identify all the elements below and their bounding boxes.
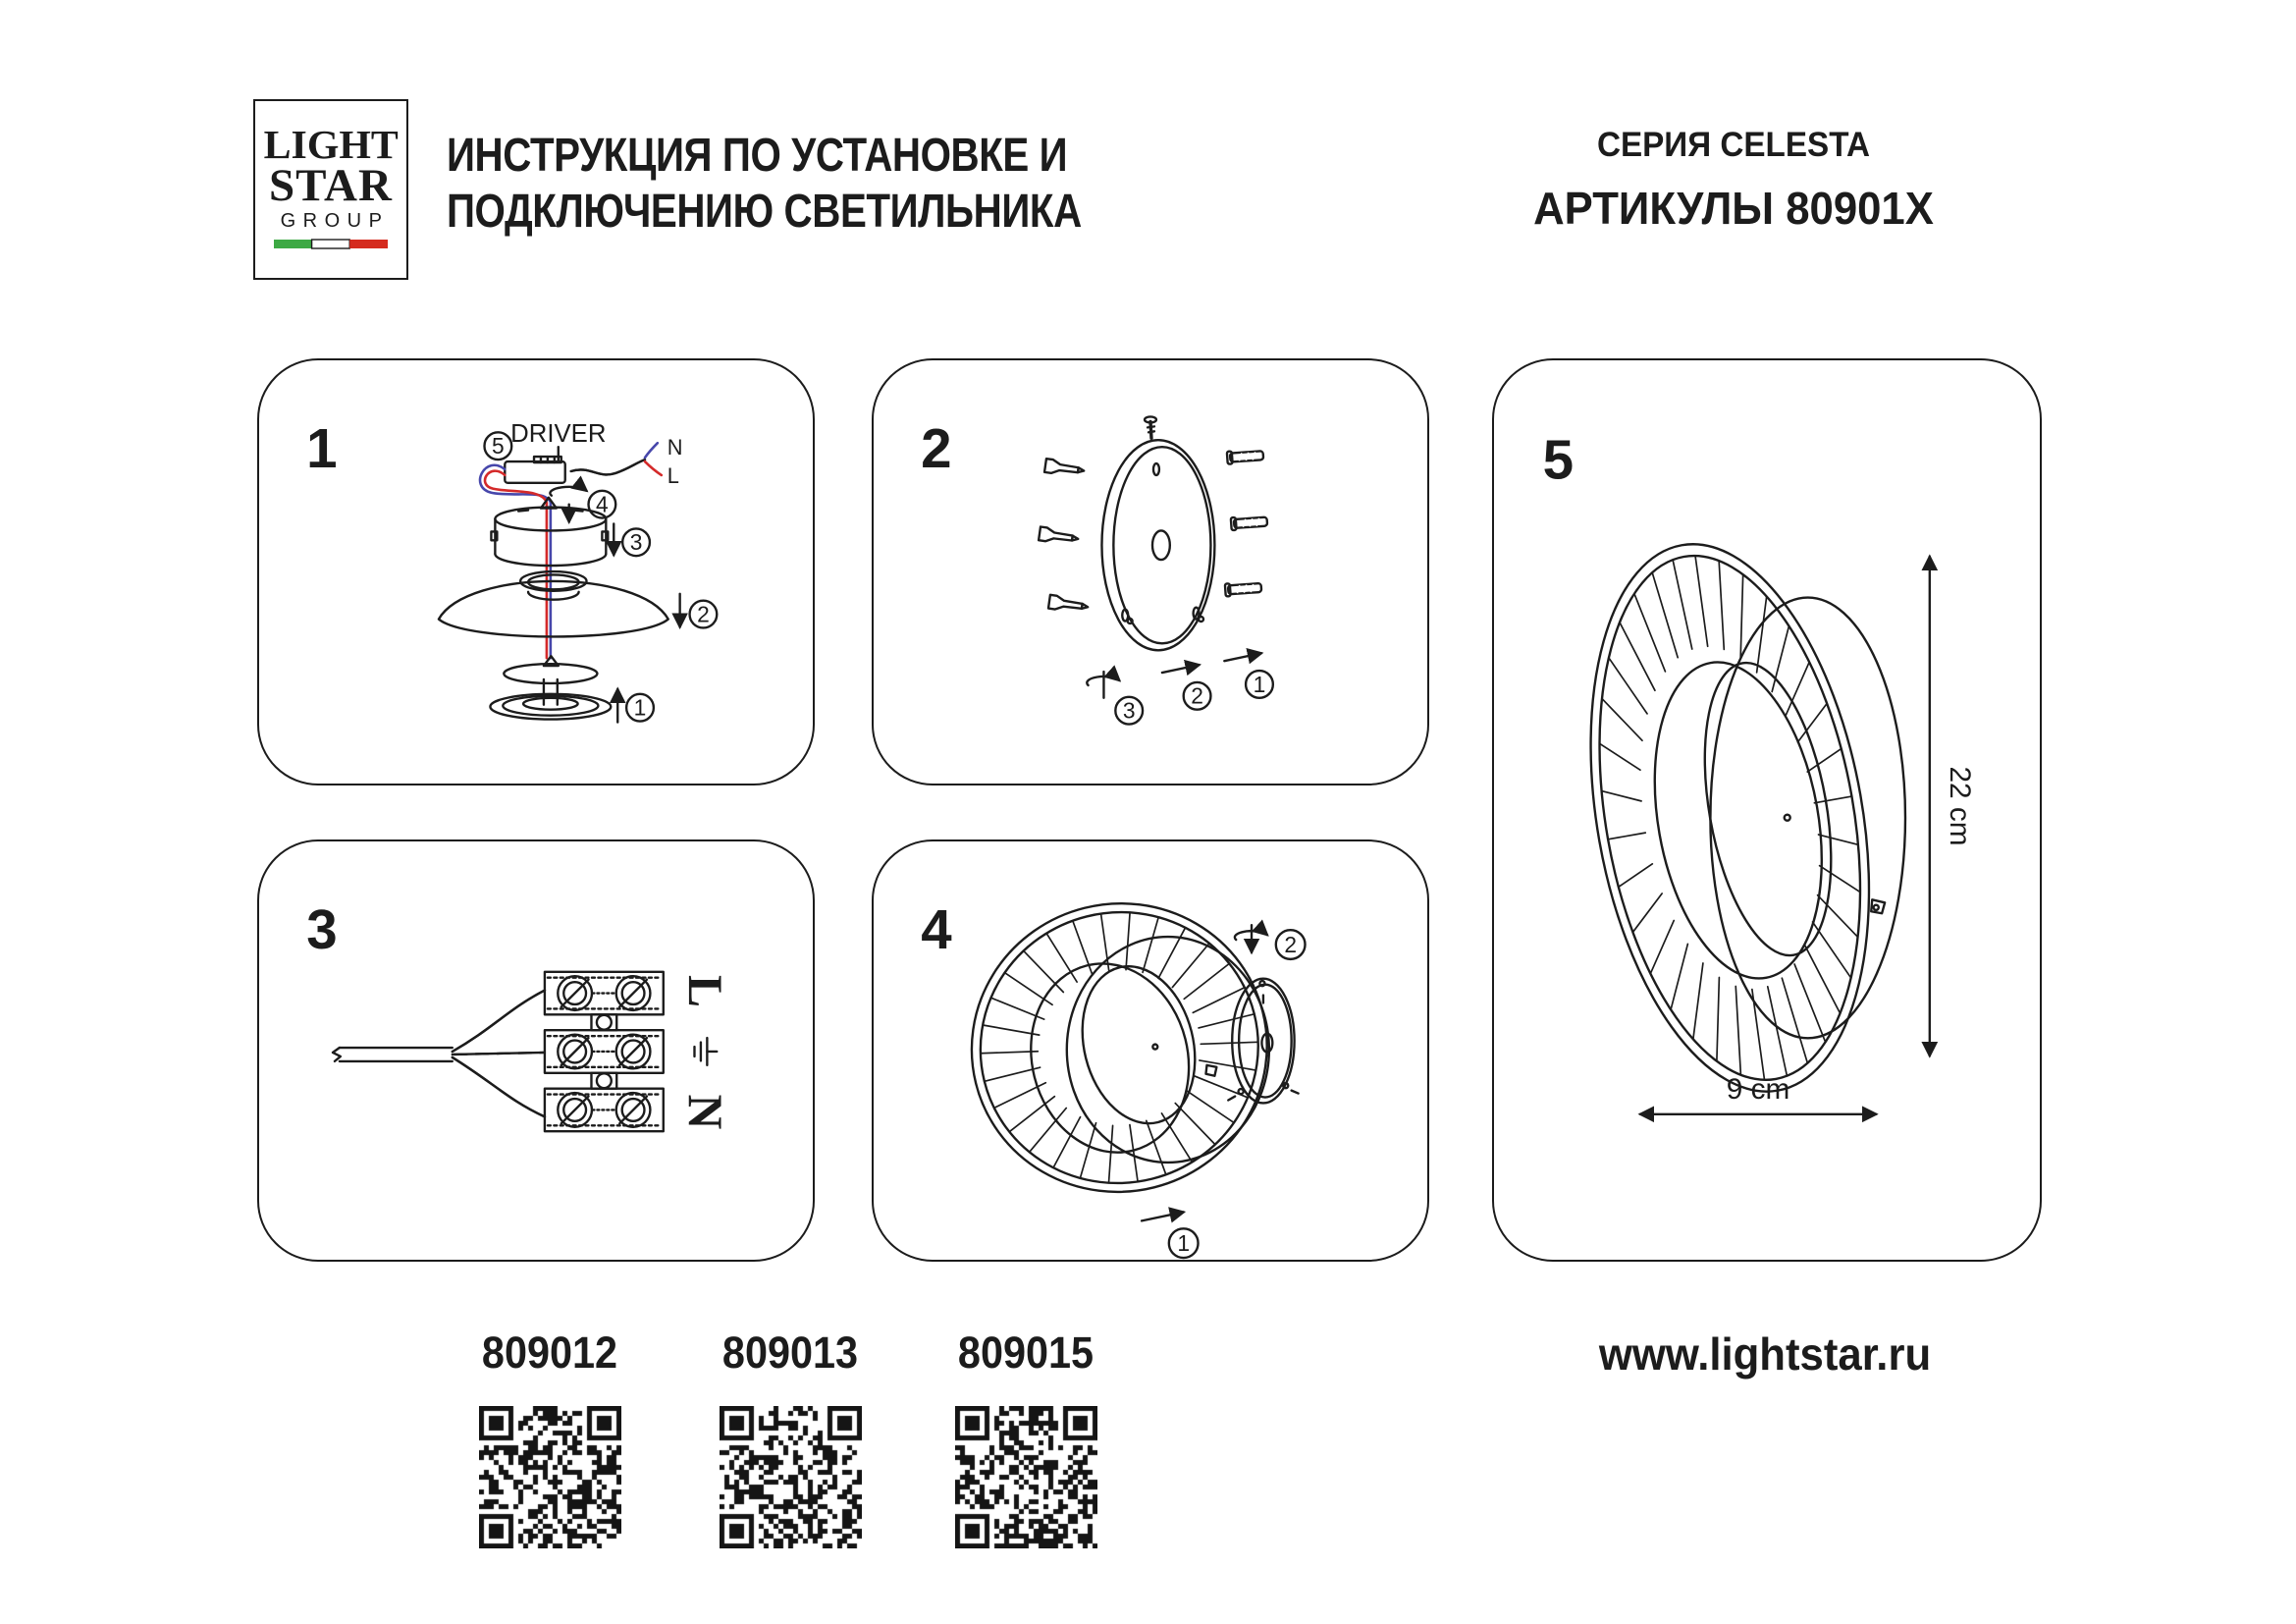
article-column: [432, 1327, 667, 1548]
logo-word-star: STAR: [269, 160, 393, 211]
svg-text:1: 1: [1177, 1230, 1191, 1257]
svg-text:2: 2: [1191, 682, 1203, 709]
series-name: СЕРИЯ CELESTA: [1596, 126, 1871, 164]
step-2-panel: [872, 358, 1429, 785]
width-dimension: [1640, 1073, 1876, 1114]
qr-code: [479, 1406, 621, 1548]
lamp-shade: [439, 571, 668, 636]
svg-text:1: 1: [1253, 671, 1266, 697]
articles-heading: АРТИКУЛЫ 80901X: [1533, 183, 1934, 234]
svg-text:9 cm: 9 cm: [1726, 1072, 1790, 1106]
svg-text:3: 3: [1122, 697, 1136, 724]
svg-text:2: 2: [1284, 931, 1297, 957]
logo-word-light: LIGHT: [263, 122, 399, 167]
svg-text:2: 2: [697, 601, 710, 627]
article-code: 809015: [957, 1327, 1095, 1378]
step-number: 2: [921, 416, 952, 479]
series-block: [1518, 126, 1949, 234]
step-number: 5: [1542, 428, 1575, 491]
step-number: 1: [306, 416, 338, 479]
step-3-diagram: [259, 841, 813, 1260]
step-3-panel: [257, 839, 815, 1262]
earth-wire: [454, 1053, 545, 1055]
driver-label: DRIVER: [510, 420, 607, 449]
svg-text:4: 4: [596, 491, 609, 517]
article-column: [908, 1327, 1144, 1548]
step-1-panel: [257, 358, 815, 785]
article-column: [672, 1327, 908, 1548]
screw-icons: [1039, 459, 1089, 614]
wire-n-label: N: [667, 435, 683, 460]
diffuser-and-base: [490, 656, 611, 719]
split-wires: [453, 991, 545, 1117]
svg-text:N: N: [677, 1094, 732, 1130]
page-title-line1: ИНСТРУКЦИЯ ПО УСТАНОВКЕ И: [447, 130, 1068, 182]
terminal-block: [545, 972, 664, 1131]
led-driver: [505, 457, 564, 483]
italian-flag-icon: [274, 239, 388, 249]
step-1-diagram: [259, 360, 813, 784]
mount-hook: [1205, 1065, 1216, 1076]
svg-text:5: 5: [492, 433, 505, 460]
top-screw-icon: [1145, 416, 1156, 438]
step-4-panel: [872, 839, 1429, 1262]
step-number: 4: [921, 897, 952, 960]
website-url: www.lightstar.ru: [1598, 1328, 1932, 1380]
page-title: [447, 128, 1193, 240]
svg-text:22 cm: 22 cm: [1944, 766, 1977, 846]
lightstar-logo: [253, 99, 408, 280]
svg-text:3: 3: [629, 529, 643, 556]
logo-word-group: GROUP: [280, 210, 390, 232]
article-code: 809013: [721, 1327, 859, 1378]
terminal-l-label: [678, 975, 732, 1007]
rotate-arrow-icon: [1235, 925, 1267, 952]
article-code: 809012: [481, 1327, 618, 1378]
assembled-lamp: [1551, 522, 1908, 1113]
ground-icon: [694, 1038, 717, 1065]
step-5-panel: [1492, 358, 2042, 1262]
terminal-screws: [558, 976, 650, 1127]
qr-code: [955, 1406, 1097, 1548]
rotate-arrow-icon: [550, 487, 586, 522]
step-2-diagram: [874, 360, 1427, 784]
qr-code: [720, 1406, 862, 1548]
ribbed-shade: [941, 872, 1298, 1222]
terminal-n-label: [678, 1095, 732, 1130]
step-number: 3: [306, 897, 338, 960]
rotate-arrow-icon: [1087, 672, 1119, 698]
height-dimension: [1930, 557, 1976, 1056]
page-title-line2: ПОДКЛЮЧЕНИЮ СВЕТИЛЬНИКА: [447, 186, 1082, 238]
step-5-diagram: [1494, 360, 2040, 1260]
wall-anchor-icons: [1225, 449, 1267, 596]
wire-l-label: L: [667, 462, 679, 488]
mains-cable: [333, 1048, 453, 1061]
svg-text:L: L: [677, 975, 732, 1008]
driver-wires: [480, 465, 551, 658]
mounting-plate: [1101, 440, 1214, 650]
step-4-diagram: [874, 841, 1427, 1260]
svg-text:1: 1: [633, 694, 647, 721]
